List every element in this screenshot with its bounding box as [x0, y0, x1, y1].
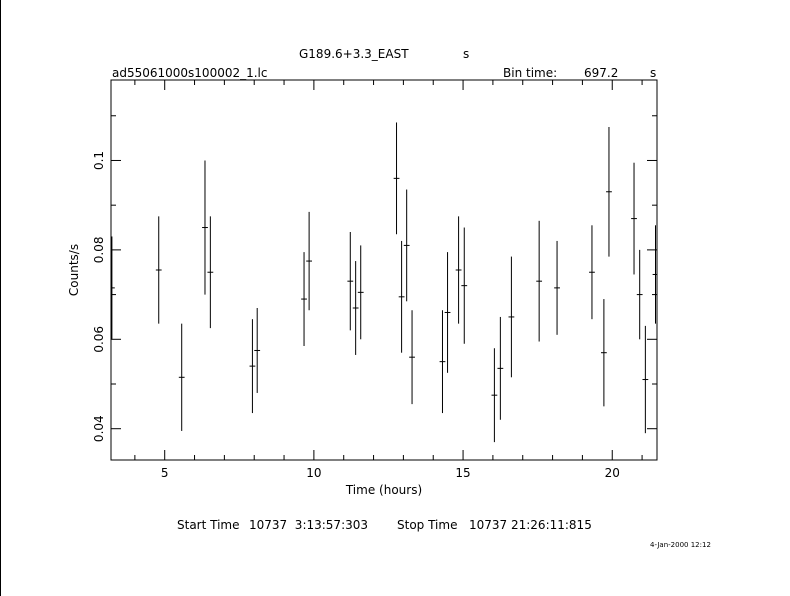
data-point: [461, 228, 467, 344]
file-name: ad55061000s100002_1.lc: [112, 66, 268, 80]
stop-time-value: 10737 21:26:11:815: [469, 518, 592, 532]
data-point: [491, 348, 497, 442]
data-point: [254, 308, 260, 393]
data-point: [554, 241, 560, 335]
data-point: [445, 252, 451, 373]
y-tick-label: 0.1: [92, 150, 106, 171]
chart-title-unit: s: [463, 47, 470, 61]
y-axis-label: Counts/s: [67, 243, 81, 297]
data-point: [536, 221, 542, 342]
data-point: [589, 225, 595, 319]
data-point: [347, 232, 353, 330]
data-point: [111, 236, 115, 339]
data-point: [642, 326, 648, 433]
data-point: [399, 241, 405, 353]
start-time-value: 10737 3:13:57:303: [249, 518, 369, 532]
data-point: [306, 212, 312, 310]
data-point: [202, 160, 208, 294]
data-point: [404, 190, 410, 302]
data-point: [358, 245, 364, 339]
data-point: [409, 310, 415, 404]
start-time-label: Start Time: [177, 518, 240, 532]
plot-frame: [111, 80, 657, 460]
x-tick-label: 5: [160, 466, 169, 480]
data-point: [250, 319, 256, 413]
y-tick-label: 0.08: [92, 236, 106, 264]
data-point: [601, 299, 607, 406]
y-tick-label: 0.06: [92, 325, 106, 353]
data-point: [394, 122, 400, 234]
data-point: [156, 216, 162, 323]
data-point: [301, 252, 307, 346]
stop-time-label: Stop Time: [397, 518, 458, 532]
bin-time-label: Bin time:: [503, 66, 558, 80]
data-points: [111, 122, 657, 442]
data-point: [653, 225, 657, 323]
x-axis-label: Time (hours): [345, 483, 423, 497]
x-tick-label: 15: [455, 466, 471, 480]
chart-title: G189.6+3.3_EAST: [299, 47, 409, 61]
x-tick-label: 20: [604, 466, 620, 480]
x-tick-label: 10: [306, 466, 322, 480]
data-point: [440, 310, 446, 413]
data-point: [606, 127, 612, 257]
data-point: [456, 216, 462, 323]
bin-time-unit: s: [650, 66, 657, 80]
data-point: [637, 250, 643, 339]
data-point: [353, 261, 359, 355]
y-tick-label: 0.04: [92, 415, 106, 443]
bin-time-value: 697.2: [584, 66, 619, 80]
data-point: [497, 317, 503, 420]
date-stamp: 4-Jan-2000 12:12: [650, 541, 711, 549]
axis-ticks: [111, 80, 657, 460]
data-point: [179, 324, 185, 431]
data-point: [509, 257, 515, 378]
data-point: [207, 216, 213, 328]
data-point: [631, 163, 637, 275]
